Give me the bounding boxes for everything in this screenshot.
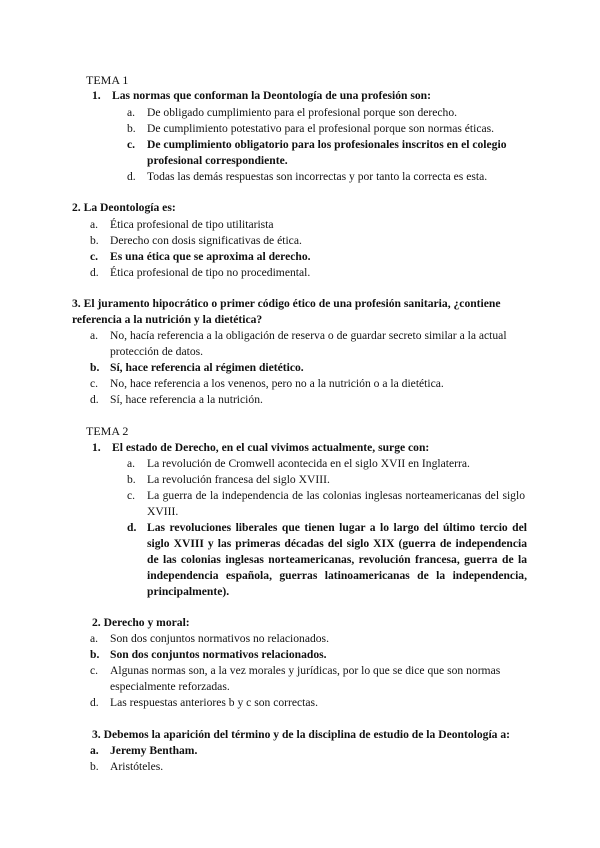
option-letter: b.: [90, 234, 99, 247]
option-letter: c.: [127, 138, 136, 151]
option-text: Son dos conjuntos normativos no relacionados.: [110, 632, 329, 645]
option-letter: b.: [127, 473, 136, 486]
option-letter: b.: [90, 648, 100, 661]
tema2-q1: [92, 440, 562, 456]
option-text: De obligado cumplimiento para el profesional porque son derecho.: [147, 106, 458, 119]
tema1-q1-option-c: [127, 137, 532, 169]
tema1-q2-option-c: [90, 249, 530, 265]
tema2-q1-text: El estado de Derecho, en el cual vivimos actualmente, surge con:: [112, 441, 430, 454]
tema1-q2-option-b: [90, 233, 530, 249]
option-text: De cumplimiento potestativo para el profesional porque son normas éticas.: [147, 122, 495, 135]
option-letter: a.: [127, 457, 136, 470]
option-letter: d.: [127, 521, 137, 534]
option-text: La revolución de Cromwell acontecida en el siglo XVII en Inglaterra.: [147, 457, 470, 470]
option-text: No, hace referencia a los venenos, pero no a la nutrición o a la dietética.: [110, 377, 444, 390]
tema2-q2-option-b: [90, 647, 530, 663]
tema1-q1: [92, 88, 562, 104]
option-text: De cumplimiento obligatorio para los profesionales inscritos en el colegio profesional correspondiente.: [147, 138, 507, 167]
option-text: Las revoluciones liberales que tienen lugar a lo largo del último tercio del siglo XVIII y las primeras décadas del siglo XIX (guerra de independencia de las colonias inglesas norteamericanas, revolución francesa, guerra de la independencia española, guerras latinoamericanas de la independencia, principalmente).: [147, 521, 527, 598]
option-text: La revolución francesa del siglo XVIII.: [147, 473, 330, 486]
option-letter: c.: [90, 377, 99, 390]
tema1-q3-option-d: [90, 392, 530, 408]
option-text: Algunas normas son, a la vez morales y jurídicas, por lo que se dice que son normas especialmente reforzadas.: [110, 664, 501, 693]
tema2-q1-number: 1.: [92, 441, 101, 454]
option-letter: a.: [90, 744, 99, 757]
option-text: Sí, hace referencia a la nutrición.: [110, 393, 263, 406]
option-text: Jeremy Bentham.: [110, 744, 198, 757]
option-letter: b.: [90, 760, 99, 773]
option-text: Son dos conjuntos normativos relacionados.: [110, 648, 327, 661]
option-text: La guerra de la independencia de las colonias inglesas norteamericanas del siglo XVIII.: [147, 489, 525, 518]
option-letter: d.: [90, 393, 99, 406]
option-letter: a.: [90, 632, 99, 645]
option-letter: a.: [90, 329, 99, 342]
option-text: Aristóteles.: [110, 760, 164, 773]
tema2-q3-option-b: [90, 759, 530, 775]
tema1-q1-number: 1.: [92, 89, 101, 102]
tema2-q3: 3. Debemos la aparición del término y de la disciplina de estudio de la Deontología a:: [92, 728, 511, 741]
tema2-q1-option-c: [127, 488, 525, 520]
option-text: Ética profesional de tipo utilitarista: [110, 218, 274, 231]
option-text: No, hacía referencia a la obligación de reserva o de guardar secreto similar a la actual protección de datos.: [110, 329, 507, 358]
option-text: Las respuestas anteriores b y c son correctas.: [110, 696, 318, 709]
tema1-q2-option-d: [90, 265, 530, 281]
option-text: Es una ética que se aproxima al derecho.: [110, 250, 311, 263]
option-letter: d.: [90, 696, 99, 709]
tema1-q1-option-d: [127, 169, 527, 185]
tema2-q2-option-a: [90, 631, 530, 647]
option-letter: d.: [127, 170, 136, 183]
tema1-q1-option-b: [127, 121, 527, 137]
tema2-q1-option-b: [127, 472, 527, 488]
option-letter: c.: [127, 489, 136, 502]
option-text: Todas las demás respuestas son incorrectas y por tanto la correcta es esta.: [147, 170, 488, 183]
tema2-q1-option-d: [127, 520, 527, 600]
option-text: Derecho con dosis significativas de ética.: [110, 234, 302, 247]
tema2-q2-option-d: [90, 695, 530, 711]
tema1-q3-option-b: [90, 360, 530, 376]
option-letter: c.: [90, 250, 99, 263]
tema2-title: TEMA 2: [86, 424, 129, 438]
option-text: Ética profesional de tipo no procedimental.: [110, 266, 311, 279]
tema2-q3-option-a: [90, 743, 530, 759]
option-letter: b.: [127, 122, 136, 135]
tema1-q3-option-a: [90, 328, 534, 360]
tema2-q2: 2. Derecho y moral:: [92, 616, 190, 629]
tema1-q1-text: Las normas que conforman la Deontología de una profesión son:: [112, 89, 431, 102]
option-letter: c.: [90, 664, 99, 677]
tema1-q2-option-a: [90, 217, 530, 233]
tema1-q3-option-c: [90, 376, 530, 392]
tema1-title: TEMA 1: [86, 73, 129, 87]
option-letter: d.: [90, 266, 99, 279]
tema2-q2-option-c: [90, 663, 530, 695]
option-letter: a.: [127, 106, 136, 119]
tema1-q3: 3. El juramento hipocrático o primer código ético de una profesión sanitaria, ¿contiene referencia a la nutrición y la dietética?: [72, 297, 501, 326]
tema2-q1-option-a: [127, 456, 527, 472]
tema1-q2: 2. La Deontología es:: [72, 201, 176, 214]
option-text: Sí, hace referencia al régimen dietético.: [110, 361, 304, 374]
tema1-q1-option-a: [127, 105, 527, 121]
option-letter: a.: [90, 218, 99, 231]
option-letter: b.: [90, 361, 100, 374]
